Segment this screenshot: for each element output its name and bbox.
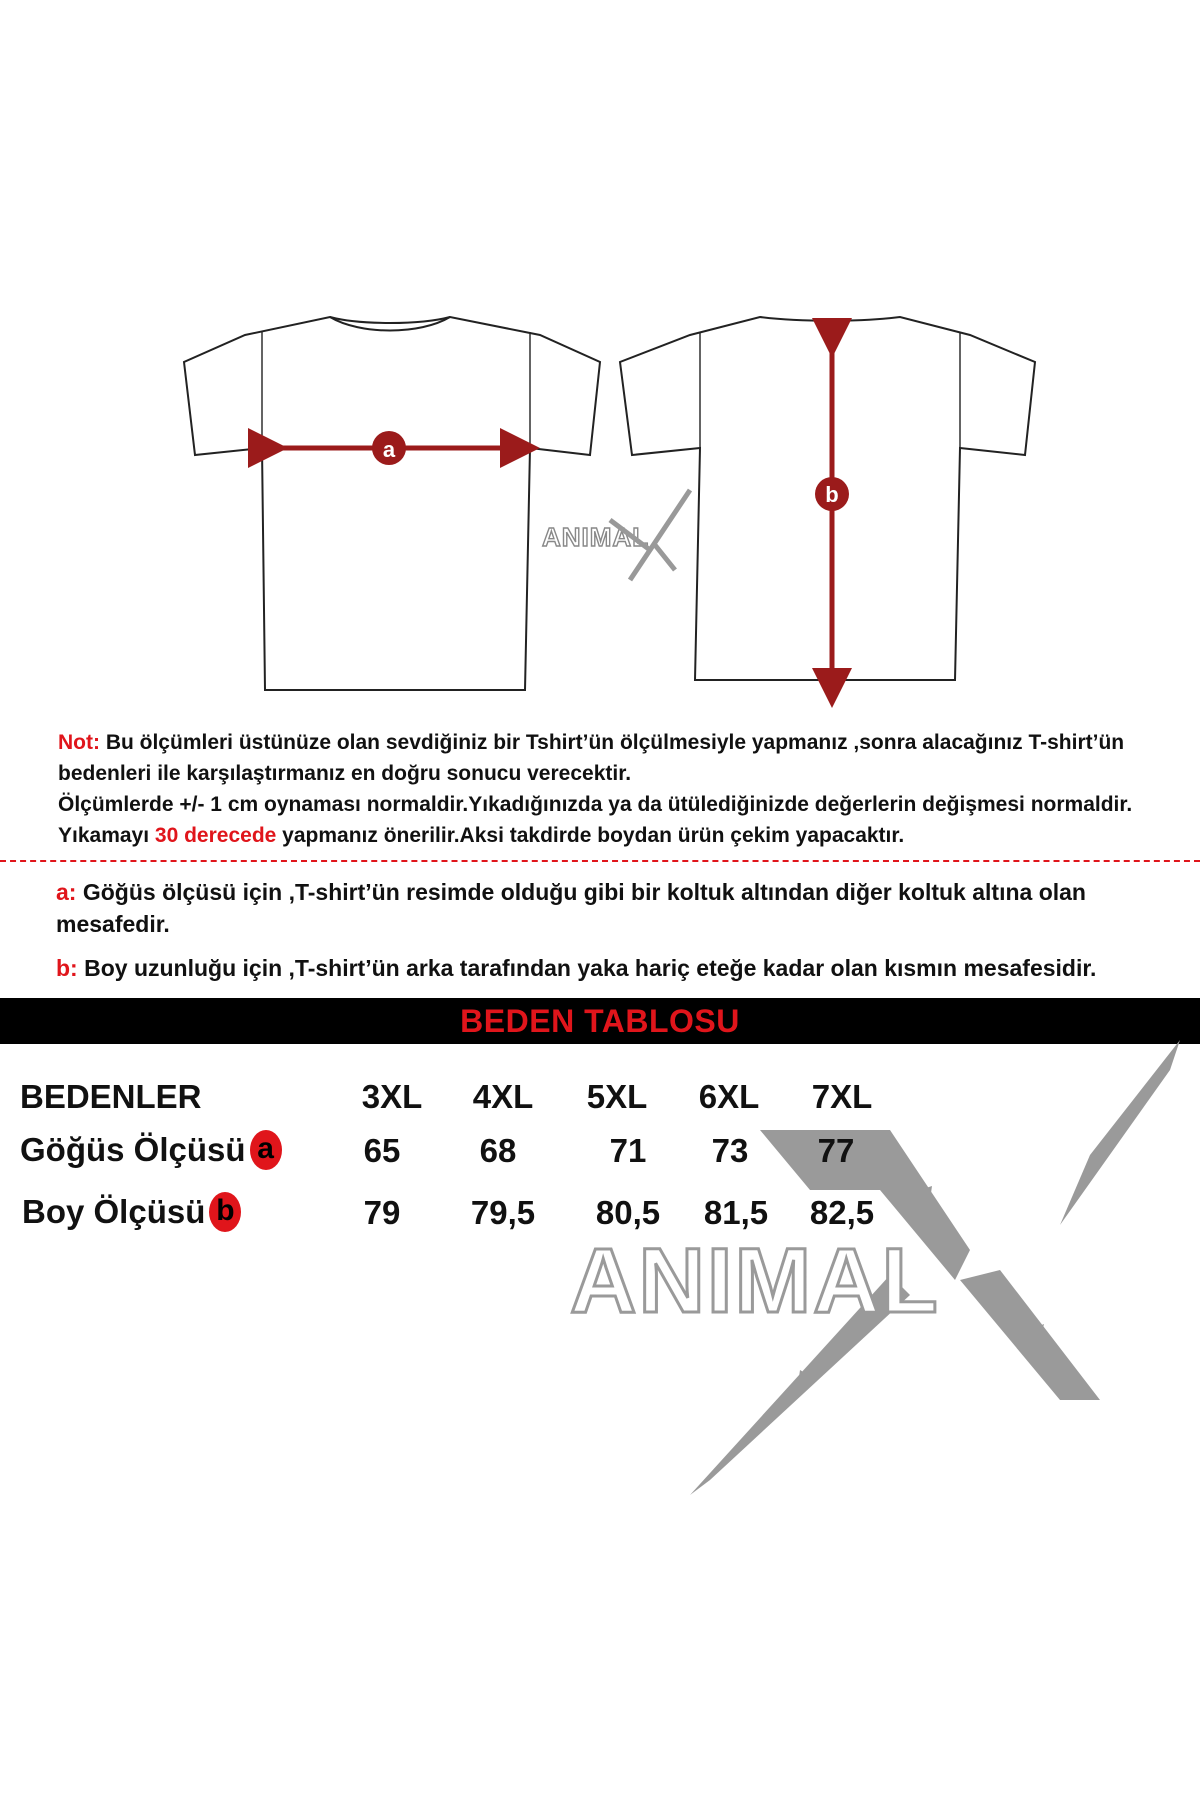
definition-a: a: Göğüs ölçüsü için ,T-shirt’ün resimde olduğu gibi bir koltuk altından diğer koltuk altına olan mesafedir.	[56, 879, 1086, 937]
size-table-title: BEDEN TABLOSU	[460, 1002, 740, 1039]
header-row	[0, 1070, 1000, 1126]
dashed-divider	[0, 860, 1200, 862]
length-row	[0, 1192, 1000, 1248]
note-line-1: Not: Bu ölçümleri üstünüze olan sevdiğiniz bir Tshirt’ün ölçülmesiyle yapmanız ,sonra alacağınız T-shirt’ün bedenleri ile karşılaştırmanız en doğru sonucu verecektir.	[58, 731, 1125, 785]
front-tshirt	[184, 317, 600, 690]
size-5xl: 5XL	[586, 1078, 648, 1115]
small-watermark-logo	[542, 490, 690, 580]
marker-a-label: a	[382, 437, 396, 462]
length-value: 82,5	[809, 1194, 875, 1231]
size-table-title-bar	[0, 998, 1200, 1044]
chest-value: 77	[817, 1132, 855, 1169]
logo-text: ANIMAL	[570, 1230, 940, 1332]
small-watermark-text: ANIMAL	[542, 522, 650, 552]
tshirt-diagram	[0, 280, 1200, 710]
note-label: Not:	[58, 731, 100, 754]
definition-b: b: Boy uzunluğu için ,T-shirt’ün arka tarafından yaka hariç eteğe kadar olan kısmın mesafesidir.	[56, 955, 1097, 981]
length-label: Boy Ölçüsü b	[22, 1192, 241, 1232]
length-value: 80,5	[595, 1194, 661, 1231]
size-4xl: 4XL	[472, 1078, 534, 1115]
note-line-2: Ölçümlerde +/- 1 cm oynaması normaldir.Yıkadığınızda ya da ütülediğinizde değerlerin değişmesi normaldir.	[58, 793, 1133, 816]
size-3xl: 3XL	[361, 1078, 423, 1115]
length-badge: b	[209, 1192, 241, 1232]
header-label: BEDENLER	[20, 1078, 202, 1115]
length-value: 79	[363, 1194, 401, 1231]
length-value: 81,5	[703, 1194, 769, 1231]
chest-row	[0, 1130, 1000, 1186]
chest-value: 68	[479, 1132, 517, 1169]
wash-temperature: 30 derecede	[154, 824, 277, 847]
note-line-3: Yıkamayı 30 derecede yapmanız önerilir.Aksi takdirde boydan ürün çekim yapacaktır.	[58, 824, 905, 847]
size-6xl: 6XL	[698, 1078, 760, 1115]
note-block	[58, 727, 1188, 851]
chest-badge: a	[250, 1130, 282, 1170]
chest-label: Göğüs Ölçüsü a	[20, 1130, 282, 1170]
chest-value: 73	[711, 1132, 749, 1169]
definitions-block	[56, 876, 1176, 996]
marker-b-label: b	[825, 482, 839, 507]
length-value: 79,5	[470, 1194, 536, 1231]
chest-value: 71	[609, 1132, 647, 1169]
chest-value: 65	[363, 1132, 401, 1169]
size-7xl: 7XL	[811, 1078, 873, 1115]
